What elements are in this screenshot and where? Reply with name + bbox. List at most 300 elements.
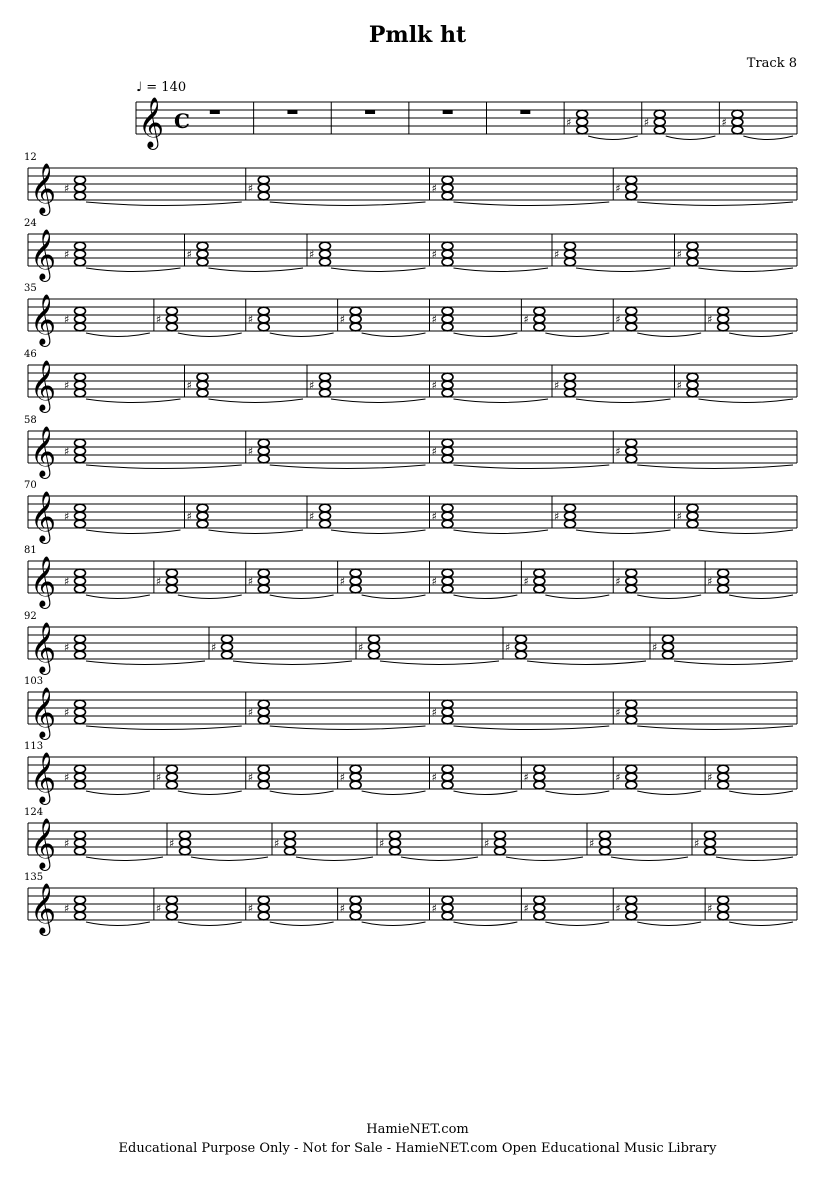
whole-rest-icon — [520, 110, 530, 114]
tie — [637, 791, 701, 795]
whole-note — [75, 192, 86, 200]
whole-note — [442, 520, 453, 528]
whole-note — [442, 504, 453, 512]
whole-note — [442, 585, 453, 593]
treble-clef-icon: 𝄞 — [138, 97, 165, 148]
whole-note — [718, 912, 729, 920]
whole-note — [442, 781, 453, 789]
whole-note — [442, 773, 453, 781]
tie — [611, 857, 688, 861]
whole-note — [166, 912, 177, 920]
whole-note — [75, 896, 86, 904]
tie — [576, 530, 671, 534]
measure-number: 113 — [24, 741, 44, 752]
measure-number: 12 — [24, 152, 37, 163]
whole-note — [442, 381, 453, 389]
tie — [178, 595, 242, 599]
whole-note — [166, 323, 177, 331]
whole-note — [258, 307, 269, 315]
tie — [86, 530, 181, 534]
tie — [545, 595, 609, 599]
whole-note — [320, 520, 331, 528]
tie — [545, 333, 609, 337]
tie — [331, 399, 426, 403]
whole-note — [626, 192, 637, 200]
sharp-icon: ♯ — [431, 248, 437, 261]
tie — [454, 791, 518, 795]
whole-note — [75, 520, 86, 528]
tie — [86, 465, 242, 469]
whole-note — [687, 520, 698, 528]
whole-note — [166, 585, 177, 593]
sharp-icon: ♯ — [615, 706, 621, 719]
whole-note — [534, 569, 545, 577]
measure-number: 46 — [24, 349, 37, 360]
tie — [331, 268, 426, 272]
measure-number: 92 — [24, 611, 37, 622]
tie — [191, 857, 268, 861]
whole-note — [495, 831, 506, 839]
whole-note — [442, 315, 453, 323]
sharp-icon: ♯ — [707, 313, 713, 326]
whole-note — [180, 847, 191, 855]
whole-note — [258, 765, 269, 773]
sharp-icon: ♯ — [615, 182, 621, 195]
sharp-icon: ♯ — [155, 313, 162, 326]
sharp-icon: ♯ — [652, 641, 658, 654]
whole-note — [350, 896, 361, 904]
tie — [362, 595, 426, 599]
sharp-icon: ♯ — [707, 575, 713, 588]
tie — [716, 857, 793, 861]
sharp-icon: ♯ — [676, 248, 682, 261]
tie — [209, 268, 304, 272]
whole-note — [495, 839, 506, 847]
whole-note — [390, 839, 401, 847]
sharp-icon: ♯ — [643, 116, 650, 129]
whole-note — [166, 569, 177, 577]
whole-note — [222, 643, 233, 651]
tie — [454, 465, 610, 469]
whole-note — [75, 315, 86, 323]
whole-note — [350, 569, 361, 577]
whole-note — [565, 242, 576, 250]
whole-note — [687, 250, 698, 258]
whole-note — [75, 635, 86, 643]
sharp-icon: ♯ — [615, 902, 621, 915]
whole-note — [75, 242, 86, 250]
whole-note — [565, 512, 576, 520]
tie — [637, 333, 701, 337]
whole-note — [732, 110, 743, 118]
tempo-value: = 140 — [146, 80, 187, 95]
whole-note — [320, 373, 331, 381]
sharp-icon: ♯ — [431, 445, 437, 458]
whole-note — [75, 447, 86, 455]
tie — [637, 726, 793, 730]
tie — [233, 661, 352, 665]
whole-note — [197, 258, 208, 266]
whole-note — [442, 708, 453, 716]
whole-note — [626, 585, 637, 593]
sharp-icon: ♯ — [615, 771, 621, 784]
whole-note — [258, 781, 269, 789]
treble-clef-icon: 𝄞 — [30, 426, 57, 477]
whole-note — [442, 896, 453, 904]
tie — [729, 595, 793, 599]
whole-note — [197, 381, 208, 389]
whole-note — [687, 504, 698, 512]
whole-note — [258, 700, 269, 708]
whole-note — [166, 765, 177, 773]
whole-note — [687, 512, 698, 520]
whole-note — [75, 184, 86, 192]
whole-note — [166, 307, 177, 315]
sharp-icon: ♯ — [64, 445, 70, 458]
whole-note — [442, 912, 453, 920]
whole-note — [369, 643, 380, 651]
whole-note — [442, 904, 453, 912]
sharp-icon: ♯ — [155, 902, 162, 915]
whole-note — [577, 118, 588, 126]
whole-note — [718, 307, 729, 315]
treble-clef-icon: 𝄞 — [30, 883, 57, 934]
whole-note — [350, 315, 361, 323]
whole-note — [442, 569, 453, 577]
whole-note — [369, 651, 380, 659]
whole-note — [166, 896, 177, 904]
footer-site: HamieNET.com — [366, 1122, 469, 1137]
whole-note — [258, 184, 269, 192]
tie — [637, 202, 793, 206]
whole-note — [718, 781, 729, 789]
sharp-icon: ♯ — [431, 313, 437, 326]
whole-note — [258, 716, 269, 724]
tie — [729, 333, 793, 337]
whole-note — [626, 700, 637, 708]
sharp-icon: ♯ — [505, 641, 511, 654]
whole-note — [75, 323, 86, 331]
whole-note — [75, 258, 86, 266]
whole-note — [75, 765, 86, 773]
whole-note — [442, 176, 453, 184]
treble-clef-icon: 𝄞 — [30, 360, 57, 411]
tie — [86, 333, 150, 337]
tie — [576, 399, 671, 403]
tie — [380, 661, 499, 665]
whole-note — [75, 831, 86, 839]
whole-note — [180, 839, 191, 847]
sharp-icon: ♯ — [211, 641, 217, 654]
tie — [588, 136, 638, 140]
tie — [86, 268, 181, 272]
whole-note — [687, 389, 698, 397]
whole-note — [626, 716, 637, 724]
sharp-icon: ♯ — [64, 902, 70, 915]
whole-note — [350, 773, 361, 781]
whole-note — [687, 381, 698, 389]
whole-rest-icon — [287, 110, 297, 114]
whole-note — [350, 323, 361, 331]
sharp-icon: ♯ — [615, 313, 621, 326]
whole-note — [442, 716, 453, 724]
sharp-icon: ♯ — [615, 575, 621, 588]
whole-note — [258, 455, 269, 463]
whole-note — [197, 373, 208, 381]
sharp-icon: ♯ — [589, 837, 595, 850]
whole-note — [516, 635, 527, 643]
whole-note — [442, 373, 453, 381]
whole-note — [654, 118, 665, 126]
whole-note — [258, 912, 269, 920]
tie — [729, 922, 793, 926]
whole-note — [442, 577, 453, 585]
whole-note — [75, 504, 86, 512]
quarter-note-icon: ♩ — [136, 80, 143, 95]
whole-note — [75, 381, 86, 389]
whole-note — [565, 520, 576, 528]
whole-note — [718, 323, 729, 331]
whole-note — [197, 512, 208, 520]
whole-note — [350, 307, 361, 315]
whole-note — [166, 904, 177, 912]
whole-note — [600, 847, 611, 855]
whole-note — [705, 847, 716, 855]
sharp-icon: ♯ — [554, 510, 560, 523]
whole-note — [166, 315, 177, 323]
whole-note — [718, 896, 729, 904]
sharp-icon: ♯ — [566, 116, 572, 129]
whole-note — [258, 176, 269, 184]
sharp-icon: ♯ — [431, 902, 437, 915]
whole-note — [258, 773, 269, 781]
sharp-icon: ♯ — [431, 182, 437, 195]
whole-note — [320, 250, 331, 258]
whole-note — [626, 577, 637, 585]
sharp-icon: ♯ — [707, 902, 713, 915]
tie — [178, 791, 242, 795]
sharp-icon: ♯ — [615, 445, 621, 458]
tie — [454, 202, 610, 206]
whole-note — [75, 585, 86, 593]
treble-clef-icon: 𝄞 — [30, 163, 57, 214]
whole-note — [75, 569, 86, 577]
whole-note — [390, 847, 401, 855]
whole-note — [534, 585, 545, 593]
whole-note — [565, 381, 576, 389]
sharp-icon: ♯ — [64, 575, 70, 588]
tie — [270, 726, 426, 730]
tie — [545, 922, 609, 926]
whole-note — [565, 258, 576, 266]
whole-note — [687, 373, 698, 381]
tie — [296, 857, 373, 861]
whole-note — [718, 765, 729, 773]
tie — [270, 922, 334, 926]
treble-clef-icon: 𝄞 — [30, 687, 57, 738]
treble-clef-icon: 𝄞 — [30, 294, 57, 345]
sharp-icon: ♯ — [247, 575, 254, 588]
whole-note — [565, 373, 576, 381]
tie — [86, 202, 242, 206]
whole-note — [687, 242, 698, 250]
whole-note — [75, 773, 86, 781]
whole-note — [75, 847, 86, 855]
sharp-icon: ♯ — [155, 575, 162, 588]
whole-note — [350, 904, 361, 912]
whole-note — [75, 455, 86, 463]
tie — [454, 595, 518, 599]
tie — [506, 857, 583, 861]
tie — [209, 399, 304, 403]
whole-note — [626, 896, 637, 904]
tie — [86, 791, 150, 795]
whole-note — [75, 307, 86, 315]
tie — [270, 333, 334, 337]
measure-number: 81 — [24, 545, 37, 556]
whole-note — [663, 651, 674, 659]
whole-note — [626, 904, 637, 912]
tie — [729, 791, 793, 795]
whole-note — [197, 389, 208, 397]
sharp-icon: ♯ — [64, 706, 70, 719]
sharp-icon: ♯ — [64, 771, 70, 784]
tie — [454, 922, 518, 926]
tie — [576, 268, 671, 272]
whole-note — [350, 585, 361, 593]
sharp-icon: ♯ — [309, 248, 315, 261]
sharp-icon: ♯ — [484, 837, 490, 850]
whole-note — [320, 512, 331, 520]
track-label: Track 8 — [746, 56, 797, 71]
whole-note — [534, 323, 545, 331]
sharp-icon: ♯ — [554, 248, 560, 261]
whole-note — [166, 781, 177, 789]
sharp-icon: ♯ — [554, 379, 560, 392]
whole-note — [732, 118, 743, 126]
whole-note — [197, 504, 208, 512]
sharp-icon: ♯ — [358, 641, 364, 654]
whole-note — [258, 896, 269, 904]
whole-note — [626, 569, 637, 577]
whole-note — [626, 455, 637, 463]
sharp-icon: ♯ — [64, 641, 70, 654]
sharp-icon: ♯ — [676, 510, 682, 523]
whole-note — [350, 577, 361, 585]
tie — [674, 661, 793, 665]
whole-note — [442, 512, 453, 520]
tie — [637, 595, 701, 599]
sharp-icon: ♯ — [339, 902, 345, 915]
whole-note — [320, 504, 331, 512]
whole-note — [258, 439, 269, 447]
measure-number: 103 — [24, 676, 44, 687]
whole-note — [442, 439, 453, 447]
whole-note — [442, 323, 453, 331]
whole-note — [442, 455, 453, 463]
whole-note — [687, 258, 698, 266]
whole-note — [626, 323, 637, 331]
whole-note — [75, 176, 86, 184]
whole-note — [222, 635, 233, 643]
whole-note — [516, 643, 527, 651]
whole-note — [258, 323, 269, 331]
whole-note — [600, 831, 611, 839]
tie — [527, 661, 646, 665]
sharp-icon: ♯ — [247, 313, 254, 326]
whole-note — [166, 577, 177, 585]
whole-note — [654, 126, 665, 134]
sharp-icon: ♯ — [707, 771, 713, 784]
score-title: Pmlk ht — [368, 22, 467, 48]
tie — [454, 333, 518, 337]
treble-clef-icon: 𝄞 — [30, 622, 57, 673]
tie — [331, 530, 426, 534]
whole-note — [654, 110, 665, 118]
whole-note — [718, 585, 729, 593]
whole-note — [285, 839, 296, 847]
tie — [637, 465, 793, 469]
sharp-icon: ♯ — [309, 510, 315, 523]
whole-note — [442, 242, 453, 250]
whole-note — [442, 184, 453, 192]
treble-clef-icon: 𝄞 — [30, 818, 57, 869]
whole-note — [718, 773, 729, 781]
sharp-icon: ♯ — [694, 837, 700, 850]
sharp-icon: ♯ — [379, 837, 385, 850]
measure-number: 58 — [24, 415, 37, 426]
tie — [401, 857, 478, 861]
sharp-icon: ♯ — [339, 575, 345, 588]
whole-note — [320, 389, 331, 397]
whole-note — [75, 389, 86, 397]
sharp-icon: ♯ — [339, 313, 345, 326]
sharp-icon: ♯ — [247, 771, 254, 784]
whole-note — [258, 904, 269, 912]
whole-note — [75, 904, 86, 912]
whole-note — [75, 708, 86, 716]
whole-note — [75, 781, 86, 789]
whole-note — [663, 635, 674, 643]
whole-note — [534, 781, 545, 789]
tie — [666, 136, 716, 140]
sharp-icon: ♯ — [64, 510, 70, 523]
whole-note — [75, 839, 86, 847]
whole-note — [534, 315, 545, 323]
sharp-icon: ♯ — [431, 575, 437, 588]
whole-note — [718, 315, 729, 323]
whole-note — [626, 176, 637, 184]
whole-note — [626, 912, 637, 920]
whole-note — [350, 912, 361, 920]
tie — [86, 661, 205, 665]
sharp-icon: ♯ — [431, 379, 437, 392]
tie — [454, 530, 549, 534]
whole-note — [75, 912, 86, 920]
whole-note — [718, 577, 729, 585]
whole-note — [75, 373, 86, 381]
sharp-icon: ♯ — [431, 771, 437, 784]
tie — [270, 465, 426, 469]
whole-note — [534, 912, 545, 920]
tie — [86, 922, 150, 926]
tie — [86, 726, 242, 730]
tie — [178, 333, 242, 337]
tie — [270, 595, 334, 599]
sharp-icon: ♯ — [431, 510, 437, 523]
tie — [454, 726, 610, 730]
whole-note — [534, 904, 545, 912]
